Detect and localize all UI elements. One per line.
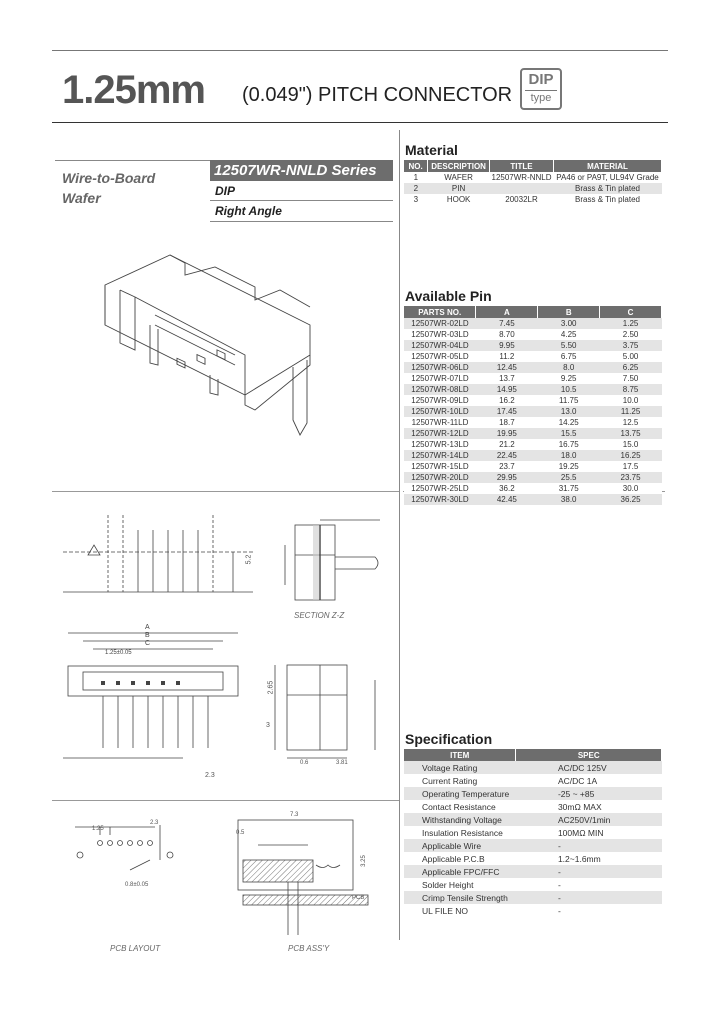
dimension-cell: 16.25 xyxy=(600,450,662,461)
spec-item-cell: Applicable P.C.B xyxy=(404,852,516,865)
cell: HOOK xyxy=(428,194,490,205)
part-number-cell: 12507WR-04LD xyxy=(404,340,476,351)
part-number-cell: 12507WR-07LD xyxy=(404,373,476,384)
part-number-cell: 12507WR-12LD xyxy=(404,428,476,439)
spec-value-cell: - xyxy=(516,839,662,852)
dimension-cell: 16.75 xyxy=(538,439,600,450)
dim-pitch-label: 1.25±0.05 xyxy=(105,650,132,656)
dimension-cell: 8.0 xyxy=(538,362,600,373)
cell: 2 xyxy=(404,183,428,194)
dim-a-label: A xyxy=(145,624,150,631)
assy-dim-325: 3.25 xyxy=(360,855,367,867)
dimension-cell: 15.5 xyxy=(538,428,600,439)
part-number-cell: 12507WR-05LD xyxy=(404,351,476,362)
part-number-cell: 12507WR-06LD xyxy=(404,362,476,373)
dimension-cell: 11.25 xyxy=(600,406,662,417)
dimension-cell: 10.0 xyxy=(600,395,662,406)
pin-col-a: A xyxy=(476,306,538,318)
table-row xyxy=(404,183,662,194)
spec-item-cell: Voltage Rating xyxy=(404,761,516,774)
dimension-cell: 21.2 xyxy=(476,439,538,450)
side-view-drawing xyxy=(265,660,385,765)
dimension-cell: 5.00 xyxy=(600,351,662,362)
part-number-cell: 12507WR-14LD xyxy=(404,450,476,461)
table-row xyxy=(404,384,662,395)
drawing-divider-2 xyxy=(52,800,399,801)
dimension-cell: 36.2 xyxy=(476,483,538,494)
pcb-layout-label: PCB LAYOUT xyxy=(110,944,161,953)
dimension-cell: 6.75 xyxy=(538,351,600,362)
section-zz-label: SECTION Z-Z xyxy=(294,611,345,620)
dimension-cell: 10.5 xyxy=(538,384,600,395)
cell xyxy=(490,183,554,194)
dimension-cell: 14.95 xyxy=(476,384,538,395)
table-row xyxy=(404,891,662,904)
drawing-divider-1 xyxy=(52,491,399,492)
part-number-cell: 12507WR-09LD xyxy=(404,395,476,406)
spec-item-cell: Crimp Tensile Strength xyxy=(404,891,516,904)
dimension-cell: 14.25 xyxy=(538,417,600,428)
dimension-cell: 13.75 xyxy=(600,428,662,439)
dimension-cell: 31.75 xyxy=(538,483,600,494)
dimension-cell: 38.0 xyxy=(538,494,600,505)
dimension-cell: 8.70 xyxy=(476,329,538,340)
dimension-cell: 5.50 xyxy=(538,340,600,351)
title-main: 1.25mm xyxy=(62,68,205,112)
part-number-cell: 12507WR-11LD xyxy=(404,417,476,428)
dimension-cell: 7.50 xyxy=(600,373,662,384)
assy-pcb-label: PCB xyxy=(352,895,365,901)
spec-item-cell: Operating Temperature xyxy=(404,787,516,800)
cell: PA46 or PA9T, UL94V Grade xyxy=(554,172,662,183)
material-col-title: TITLE xyxy=(490,160,554,172)
specification-heading: Specification xyxy=(405,731,493,747)
part-number-cell: 12507WR-03LD xyxy=(404,329,476,340)
dimension-cell: 15.0 xyxy=(600,439,662,450)
table-row xyxy=(404,450,662,461)
material-table xyxy=(404,160,662,205)
part-number-cell: 12507WR-08LD xyxy=(404,384,476,395)
column-divider xyxy=(399,130,400,940)
dimension-cell: 19.25 xyxy=(538,461,600,472)
spec-item-cell: Applicable Wire xyxy=(404,839,516,852)
dim-381: 3.81 xyxy=(336,760,348,766)
dimension-cell: 23.75 xyxy=(600,472,662,483)
cell: PIN xyxy=(428,183,490,194)
material-header-row xyxy=(404,160,662,172)
spec-item-cell: Withstanding Voltage xyxy=(404,813,516,826)
table-row xyxy=(404,774,662,787)
dimension-cell: 13.7 xyxy=(476,373,538,384)
spec-value-cell: AC/DC 125V xyxy=(516,761,662,774)
section-zz-drawing xyxy=(275,515,385,605)
dimension-cell: 25.5 xyxy=(538,472,600,483)
material-heading: Material xyxy=(405,142,458,158)
dimension-cell: 11.2 xyxy=(476,351,538,362)
dim-23: 2.3 xyxy=(205,772,215,779)
spec-item-cell: Insulation Resistance xyxy=(404,826,516,839)
material-col-no: NO. xyxy=(404,160,428,172)
dimension-cell: 42.45 xyxy=(476,494,538,505)
spec-item-cell: Contact Resistance xyxy=(404,800,516,813)
dimension-cell: 3.00 xyxy=(538,318,600,329)
title-sub: (0.049") PITCH CONNECTOR xyxy=(242,84,513,106)
spec-value-cell: 30mΩ MAX xyxy=(516,800,662,813)
dim-3: 3 xyxy=(266,722,270,729)
dimension-cell: 30.0 xyxy=(600,483,662,494)
table-row xyxy=(404,428,662,439)
dim-06: 0.6 xyxy=(300,760,309,766)
dimension-cell: 17.45 xyxy=(476,406,538,417)
table-row xyxy=(404,395,662,406)
table-row xyxy=(404,318,662,329)
dimension-cell: 9.95 xyxy=(476,340,538,351)
type-bottom-line xyxy=(210,221,393,222)
cell: WAFER xyxy=(428,172,490,183)
spec-value-cell: AC250V/1min xyxy=(516,813,662,826)
part-number-cell: 12507WR-15LD xyxy=(404,461,476,472)
table-row xyxy=(404,472,662,483)
spec-value-cell: 1.2~1.6mm xyxy=(516,852,662,865)
spec-item-cell: Current Rating xyxy=(404,774,516,787)
part-number-cell: 12507WR-13LD xyxy=(404,439,476,450)
assy-dim-73: 7.3 xyxy=(290,812,299,818)
part-number-cell: 12507WR-02LD xyxy=(404,318,476,329)
pin-col-b: B xyxy=(538,306,600,318)
table-row xyxy=(404,351,662,362)
table-row xyxy=(404,787,662,800)
available-pin-heading: Available Pin xyxy=(405,288,492,304)
dimension-cell: 18.0 xyxy=(538,450,600,461)
badge-top: DIP xyxy=(528,71,554,88)
specification-table xyxy=(404,749,662,917)
spec-value-cell: 100MΩ MIN xyxy=(516,826,662,839)
spec-item-cell: Solder Height xyxy=(404,878,516,891)
connector-3d-drawing xyxy=(95,245,345,445)
dimension-cell: 16.2 xyxy=(476,395,538,406)
available-pin-table xyxy=(404,306,662,505)
spec-item-cell: Applicable FPC/FFC xyxy=(404,865,516,878)
spec-header-row xyxy=(404,749,662,761)
part-number-cell: 12507WR-30LD xyxy=(404,494,476,505)
table-row xyxy=(404,839,662,852)
cell: 3 xyxy=(404,194,428,205)
part-number-cell: 12507WR-10LD xyxy=(404,406,476,417)
material-col-material: MATERIAL xyxy=(554,160,662,172)
dimension-cell: 8.75 xyxy=(600,384,662,395)
dimension-cell: 2.50 xyxy=(600,329,662,340)
table-row xyxy=(404,340,662,351)
dimension-cell: 7.45 xyxy=(476,318,538,329)
table-row xyxy=(404,172,662,183)
cell: 12507WR-NNLD xyxy=(491,173,552,182)
table-row xyxy=(404,483,662,494)
dip-type-badge xyxy=(520,68,562,110)
dimension-cell: 1.25 xyxy=(600,318,662,329)
category-line-1: Wire-to-Board xyxy=(62,170,156,186)
cell: Brass & Tin plated xyxy=(554,194,662,205)
category-line-2: Wafer xyxy=(62,190,101,206)
spec-value-cell: - xyxy=(516,891,662,904)
type-right-angle: Right Angle xyxy=(215,204,282,218)
table-row xyxy=(404,852,662,865)
dimension-cell: 6.25 xyxy=(600,362,662,373)
table-row xyxy=(404,904,662,917)
assy-dim-05: 0.5 xyxy=(236,830,245,836)
table-row xyxy=(404,329,662,340)
series-title: 12507WR-NNLD Series xyxy=(210,160,393,181)
dimension-cell: 12.5 xyxy=(600,417,662,428)
type-dip: DIP xyxy=(215,184,236,198)
table-row xyxy=(404,362,662,373)
spec-col-item: ITEM xyxy=(404,749,516,761)
title-divider xyxy=(52,122,668,123)
top-border xyxy=(52,50,668,51)
dimension-cell: 23.7 xyxy=(476,461,538,472)
dimension-cell: 3.75 xyxy=(600,340,662,351)
dimension-cell: 9.25 xyxy=(538,373,600,384)
dim-52: 5.2 xyxy=(245,554,253,565)
pcb-assy-drawing xyxy=(228,815,378,945)
table-row xyxy=(404,800,662,813)
pin-header-row xyxy=(404,306,662,318)
cell: 20032LR xyxy=(490,194,554,205)
table-row xyxy=(404,406,662,417)
dimension-cell: 18.7 xyxy=(476,417,538,428)
pin-col-c: C xyxy=(600,306,662,318)
dim-265: 2.65 xyxy=(267,680,275,695)
pcb-assy-label: PCB ASS'Y xyxy=(288,944,330,953)
cell: Brass & Tin plated xyxy=(554,183,662,194)
table-row xyxy=(404,878,662,891)
dim-c-label: C xyxy=(145,640,151,647)
table-row xyxy=(404,865,662,878)
dimension-cell: 13.0 xyxy=(538,406,600,417)
dimension-cell: 11.75 xyxy=(538,395,600,406)
dim-b-label: B xyxy=(145,632,150,639)
spec-value-cell: - xyxy=(516,878,662,891)
spec-value-cell: - xyxy=(516,865,662,878)
part-number-cell: 12507WR-20LD xyxy=(404,472,476,483)
front-view-drawing xyxy=(58,510,258,600)
table-row xyxy=(404,194,662,205)
badge-bottom: type xyxy=(525,90,557,105)
dimension-cell: 19.95 xyxy=(476,428,538,439)
dimension-cell: 29.95 xyxy=(476,472,538,483)
table-row xyxy=(404,461,662,472)
dimension-cell: 22.45 xyxy=(476,450,538,461)
table-row xyxy=(404,761,662,774)
dimension-cell: 17.5 xyxy=(600,461,662,472)
dimension-cell: 4.25 xyxy=(538,329,600,340)
bottom-view-drawing xyxy=(58,628,258,778)
type-divider xyxy=(210,200,393,201)
spec-item-cell: UL FILE NO xyxy=(404,904,516,917)
table-row xyxy=(404,373,662,384)
dimension-cell: 36.25 xyxy=(600,494,662,505)
table-row xyxy=(404,813,662,826)
dimension-cell: 12.45 xyxy=(476,362,538,373)
table-row xyxy=(404,826,662,839)
part-number-cell: 12507WR-25LD xyxy=(404,483,476,494)
pin-col-parts: PARTS NO. xyxy=(404,306,476,318)
spec-value-cell: -25 ~ +85 xyxy=(516,787,662,800)
table-row xyxy=(404,439,662,450)
pcb-dim-23: 2.3 xyxy=(150,820,159,826)
spec-value-cell: AC/DC 1A xyxy=(516,774,662,787)
table-row xyxy=(404,494,662,505)
material-col-description: DESCRIPTION xyxy=(428,160,490,172)
pcb-hole-dim: 0.8±0.05 xyxy=(125,882,149,888)
pcb-dim-125: 1.25 xyxy=(92,826,104,832)
spec-value-cell: - xyxy=(516,904,662,917)
table-row xyxy=(404,417,662,428)
spec-col-spec: SPEC xyxy=(516,749,662,761)
cell: 1 xyxy=(404,172,428,183)
